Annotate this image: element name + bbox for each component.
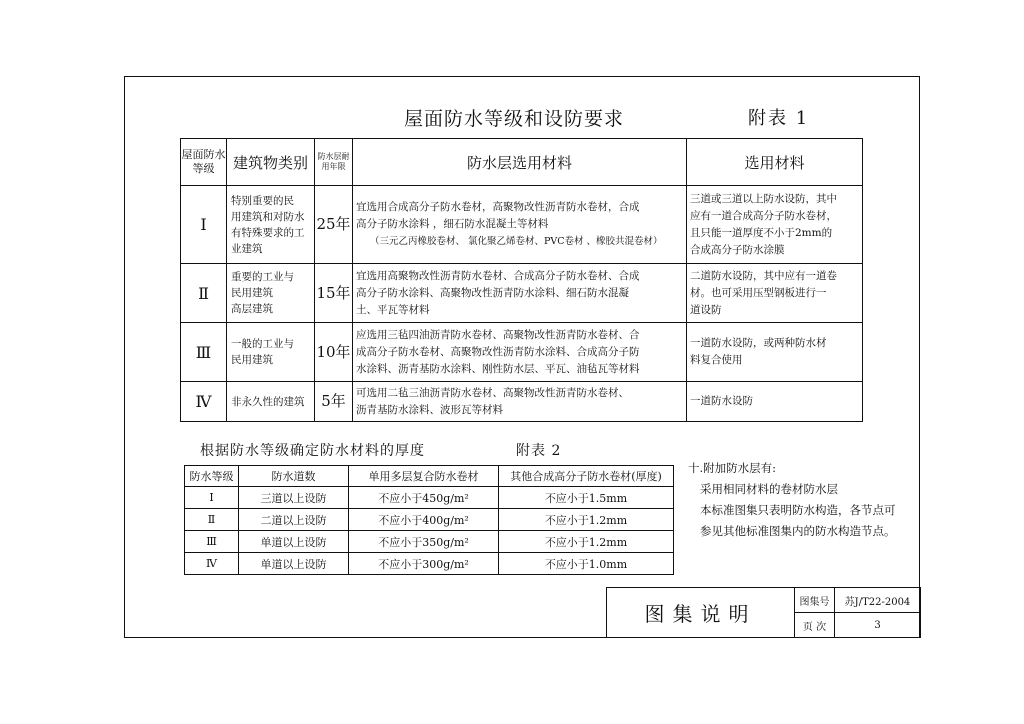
table-row <box>185 553 674 575</box>
materials-cell <box>353 264 687 323</box>
selection-line: 一道防水设防，或两种防水材 <box>690 337 827 349</box>
header-grade: 屋面防水等级 <box>181 139 227 186</box>
header-selection: 选用材料 <box>687 139 863 186</box>
table1-title: 屋面防水等级和设防要求 <box>404 108 625 130</box>
years-cell: 25年 <box>315 186 353 264</box>
notes-section <box>688 458 896 542</box>
table2-appendix-label: 附表 2 <box>516 443 562 459</box>
selection-line: 料复合使用 <box>690 354 743 366</box>
category-line: 一般的工业与 <box>231 338 294 350</box>
grade-cell: Ⅰ <box>185 487 239 509</box>
materials-line: 成高分子防水卷材、高聚物改性沥青防水涂料、合成高分子防 <box>356 345 640 358</box>
selection-line: 道设防 <box>690 303 722 316</box>
selection-line: 一道防水设防 <box>690 395 753 407</box>
materials-line: 应选用三毡四油沥青防水卷材、高聚物改性沥青防水卷材、合 <box>356 328 640 341</box>
selection-line: 应有一道合成高分子防水卷材， <box>690 209 837 222</box>
materials-cell <box>353 323 687 382</box>
table-row <box>181 264 863 323</box>
selection-line: 二道防水设防，其中应有一道卷 <box>690 269 837 282</box>
title-block-row <box>607 588 921 613</box>
years-cell: 5年 <box>315 382 353 422</box>
composite-cell: 不应小于350g/m² <box>349 531 499 553</box>
title-block <box>606 587 921 638</box>
materials-line: 水涂料、沥青基防水涂料、刚性防水层、平瓦、油毡瓦等材料 <box>356 362 640 375</box>
header-years: 防水层耐用年限 <box>315 139 353 186</box>
grade-cell: Ⅱ <box>181 264 227 323</box>
header-materials: 防水层选用材料 <box>353 139 687 186</box>
table-row <box>185 509 674 531</box>
table2-header-row <box>185 466 674 487</box>
table-row <box>185 487 674 509</box>
layers-cell: 三道以上设防 <box>239 487 349 509</box>
years-cell: 15年 <box>315 264 353 323</box>
polymer-cell: 不应小于1.2mm <box>499 509 674 531</box>
grade-cell: Ⅳ <box>185 553 239 575</box>
category-line: 非永久性的建筑 <box>231 395 305 408</box>
material-thickness-table <box>184 465 674 575</box>
grade-cell: Ⅰ <box>181 186 227 264</box>
composite-cell: 不应小于450g/m² <box>349 487 499 509</box>
polymer-cell: 不应小于1.5mm <box>499 487 674 509</box>
table1-header-row <box>181 139 863 186</box>
years-cell: 10年 <box>315 323 353 382</box>
table1-appendix-label: 附表 1 <box>748 108 810 129</box>
header-layers: 防水道数 <box>239 466 349 487</box>
materials-line: 宜选用合成高分子防水卷材，高聚物改性沥青防水卷材，合成 <box>356 201 640 213</box>
selection-line: 且只能一道厚度不小于2mm的 <box>690 226 833 239</box>
layers-cell: 单道以上设防 <box>239 531 349 553</box>
category-line: 特别重要的民 <box>231 194 294 207</box>
table-row <box>181 382 863 422</box>
materials-line: 土、平瓦等材料 <box>356 303 430 316</box>
selection-line: 三道或三道以上防水设防，其中 <box>690 192 837 205</box>
table2-title: 根据防水等级确定防水材料的厚度 <box>200 443 425 459</box>
composite-cell: 不应小于300g/m² <box>349 553 499 575</box>
notes-line: 采用相同材料的卷材防水层 <box>700 482 838 496</box>
polymer-cell: 不应小于1.0mm <box>499 553 674 575</box>
category-line: 有特殊要求的工 <box>231 226 305 239</box>
materials-line: 高分子防水涂料 ，细石防水混凝土等材料 <box>356 218 549 230</box>
category-cell <box>227 382 315 422</box>
polymer-cell: 不应小于1.2mm <box>499 531 674 553</box>
notes-line: 本标准图集只表明防水构造，各节点可 <box>700 503 896 517</box>
materials-line: 高分子防水涂料、高聚物改性沥青防水涂料、细石防水混凝 <box>356 286 629 299</box>
materials-sub-line: （三元乙丙橡胶卷材、 氯化聚乙烯卷材、PVC卷材 、橡胶共混卷材） <box>370 236 663 247</box>
category-line: 高层建筑 <box>231 303 273 315</box>
category-line: 民用建筑 <box>231 354 273 366</box>
category-cell <box>227 323 315 382</box>
table-row <box>181 186 863 264</box>
notes-heading: 十.附加防水层有: <box>688 461 777 475</box>
grade-cell: Ⅲ <box>181 323 227 382</box>
category-cell <box>227 186 315 264</box>
category-line: 业建筑 <box>231 242 263 255</box>
selection-line: 材。也可采用压型钢板进行一 <box>690 286 827 299</box>
selection-line: 合成高分子防水涂膜 <box>690 243 785 256</box>
page-number-label: 页 次 <box>795 613 835 638</box>
grade-cell: Ⅲ <box>185 531 239 553</box>
atlas-name: 图集说明 <box>607 588 795 638</box>
table-row <box>185 531 674 553</box>
page-number: 3 <box>835 613 921 638</box>
atlas-number-label: 图集号 <box>795 588 835 613</box>
selection-cell <box>687 264 863 323</box>
layers-cell: 单道以上设防 <box>239 553 349 575</box>
materials-line: 可选用二毡三油沥青防水卷材、高聚物改性沥青防水卷材、 <box>356 386 629 399</box>
category-cell <box>227 264 315 323</box>
selection-cell <box>687 382 863 422</box>
materials-line: 宜选用高聚物改性沥青防水卷材、合成高分子防水卷材、合成 <box>356 269 640 282</box>
category-line: 民用建筑 <box>231 287 273 299</box>
notes-line: 参见其他标准图集内的防水构造节点。 <box>700 524 896 538</box>
grade-cell: Ⅳ <box>181 382 227 422</box>
composite-cell: 不应小于400g/m² <box>349 509 499 531</box>
selection-cell <box>687 323 863 382</box>
waterproof-grade-table <box>180 138 863 422</box>
category-line: 重要的工业与 <box>231 271 294 283</box>
table-row <box>181 323 863 382</box>
selection-cell <box>687 186 863 264</box>
layers-cell: 二道以上设防 <box>239 509 349 531</box>
materials-line: 沥青基防水涂料、波形瓦等材料 <box>356 403 503 416</box>
header-composite: 单用多层复合防水卷材 <box>349 466 499 487</box>
header-category: 建筑物类别 <box>227 139 315 186</box>
materials-cell <box>353 186 687 264</box>
header-grade: 防水等级 <box>185 466 239 487</box>
atlas-number: 苏J/T22-2004 <box>835 588 921 613</box>
category-line: 用建筑和对防水 <box>231 210 305 223</box>
grade-cell: Ⅱ <box>185 509 239 531</box>
header-polymer: 其他合成高分子防水卷材(厚度) <box>499 466 674 487</box>
materials-cell <box>353 382 687 422</box>
